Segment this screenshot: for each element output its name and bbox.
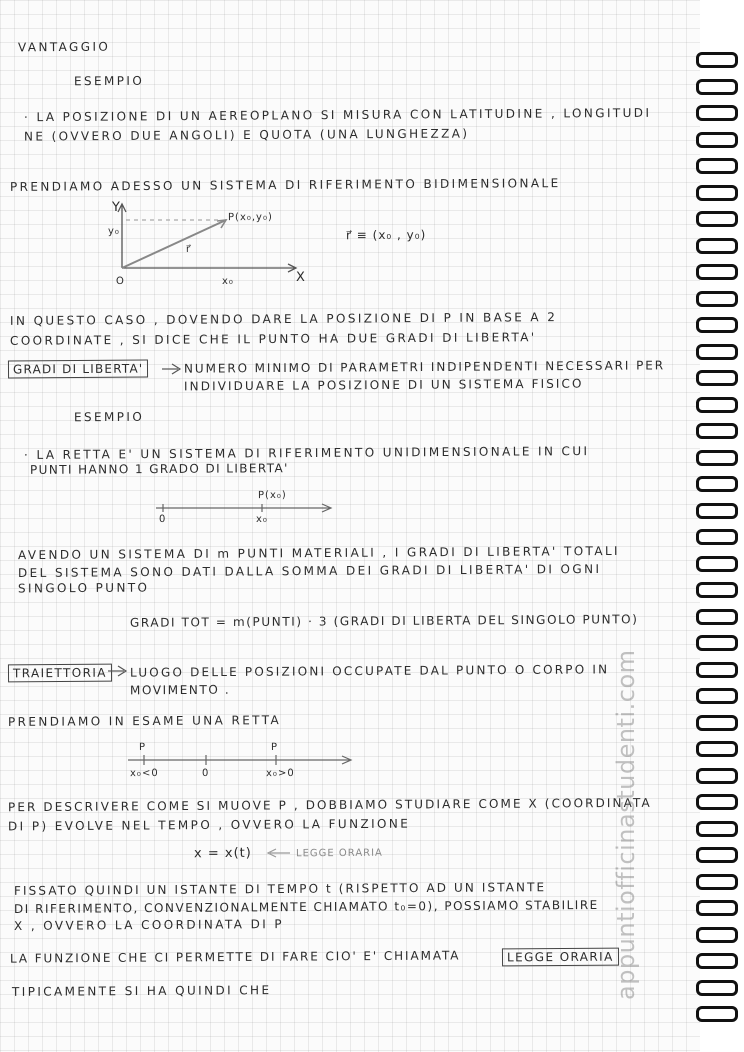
text-retta-1: · LA RETTA E' UN SISTEMA DI RIFERIMENTO UNIDIMENSIONALE IN CUI xyxy=(23,444,590,462)
def1-line-2: INDIVIDUARE LA POSIZIONE DI UN SISTEMA FISICO xyxy=(183,376,584,394)
text-questo-caso-2: COORDINATE , SI DICE CHE IL PUNTO HA DUE GRADI DI LIBERTA' xyxy=(9,330,537,348)
spiral-ring xyxy=(696,1006,738,1022)
spiral-ring xyxy=(696,927,738,943)
spiral-ring xyxy=(696,238,738,254)
line1d-b-origin: 0 xyxy=(201,767,210,780)
spiral-ring xyxy=(696,794,738,810)
formula-gradi-tot: GRADI TOT = m(PUNTI) · 3 (GRADI DI LIBERTA DEL SINGOLO PUNTO) xyxy=(129,612,639,630)
spiral-ring xyxy=(696,397,738,413)
p-left-label: P xyxy=(138,741,147,754)
spiral-ring xyxy=(696,132,738,148)
text-fissato-3: X , OVVERO LA COORDINATA DI P xyxy=(13,917,285,933)
x-axis-label: X xyxy=(295,269,305,286)
left-condition: x₀<0 xyxy=(129,767,159,780)
heading-esempio-2: ESEMPIO xyxy=(73,409,145,425)
text-tipicamente: TIPICAMENTE SI HA QUINDI CHE xyxy=(11,983,272,999)
spiral-ring xyxy=(696,635,738,651)
spiral-ring xyxy=(696,211,738,227)
def1-line-1: NUMERO MINIMO DI PARAMETRI INDIPENDENTI NECESSARI PER xyxy=(183,358,665,376)
spiral-ring xyxy=(696,741,738,757)
notebook-spiral-binding xyxy=(692,0,744,1052)
line1d-point-label: P(x₀) xyxy=(257,489,287,502)
text-descrivere-1: PER DESCRIVERE COME SI MUOVE P , DOBBIAMO STUDIARE COME X (COORDINATA xyxy=(7,795,652,815)
spiral-ring xyxy=(696,185,738,201)
spiral-ring xyxy=(696,980,738,996)
spiral-ring xyxy=(696,847,738,863)
text-sistema-m-punti-3: SINGOLO PUNTO xyxy=(17,580,150,596)
spiral-ring xyxy=(696,953,738,969)
text-sistema-bidimensionale: PRENDIAMO ADESSO UN SISTEMA DI RIFERIMENTO BIDIMENSIONALE xyxy=(9,176,561,194)
text-aereoplano-1: · LA POSIZIONE DI UN AEREOPLANO SI MISURA CON LATITUDINE , LONGITUDI xyxy=(23,105,652,125)
line1d-origin: 0 xyxy=(158,513,167,526)
p-right-label: P xyxy=(270,741,279,754)
text-descrivere-2: DI P) EVOLVE NEL TEMPO , OVVERO LA FUNZIONE xyxy=(7,816,411,834)
right-condition: x₀>0 xyxy=(265,767,295,780)
term-legge-oraria: LEGGE ORARIA xyxy=(502,948,619,967)
spiral-ring xyxy=(696,688,738,704)
heading-vantaggio: VANTAGGIO xyxy=(17,39,111,55)
term-gradi-di-liberta: GRADI DI LIBERTA' xyxy=(8,360,148,379)
text-fissato-1: FISSATO QUINDI UN ISTANTE DI TEMPO t (RISPETTO AD UN ISTANTE xyxy=(13,880,547,898)
term-traiettoria: TRAIETTORIA xyxy=(8,664,112,683)
text-funzione-legge: LA FUNZIONE CHE CI PERMETTE DI FARE CIO' E' CHIAMATA xyxy=(9,948,461,966)
watermark: appuntiofficinastudenti.com xyxy=(612,649,640,1000)
text-sistema-m-punti-1: AVENDO UN SISTEMA DI m PUNTI MATERIALI , I GRADI DI LIBERTA' TOTALI xyxy=(17,543,620,563)
text-aereoplano-2: NE (OVVERO DUE ANGOLI) E QUOTA (UNA LUNGHEZZA) xyxy=(23,126,470,144)
text-questo-caso-1: IN QUESTO CASO , DOVENDO DARE LA POSIZIONE DI P IN BASE A 2 xyxy=(9,310,558,328)
spiral-ring xyxy=(696,344,738,360)
spiral-ring xyxy=(696,264,738,280)
x0-label: x₀ xyxy=(221,275,234,288)
formula-x-t: x = x(t) xyxy=(193,845,252,862)
spiral-ring xyxy=(696,821,738,837)
spiral-ring xyxy=(696,582,738,598)
spiral-ring xyxy=(696,556,738,572)
spiral-ring xyxy=(696,900,738,916)
spiral-ring xyxy=(696,476,738,492)
spiral-ring xyxy=(696,529,738,545)
spiral-ring xyxy=(696,423,738,439)
spiral-ring xyxy=(696,105,738,121)
text-sistema-m-punti-2: DEL SISTEMA SONO DATI DALLA SOMMA DEI GRADI DI LIBERTA' DI OGNI xyxy=(17,561,602,581)
spiral-ring xyxy=(696,79,738,95)
spiral-ring xyxy=(696,158,738,174)
text-retta-2: PUNTI HANNO 1 GRADO DI LIBERTA' xyxy=(29,461,289,477)
spiral-ring xyxy=(696,503,738,519)
def2-line-1: LUOGO DELLE POSIZIONI OCCUPATE DAL PUNTO O CORPO IN xyxy=(129,662,610,680)
spiral-ring xyxy=(696,52,738,68)
line1d-x0: x₀ xyxy=(255,513,268,526)
spiral-ring xyxy=(696,609,738,625)
origin-label: O xyxy=(115,275,125,288)
spiral-ring xyxy=(696,874,738,890)
spiral-ring xyxy=(696,450,738,466)
heading-esempio-1: ESEMPIO xyxy=(73,73,145,89)
def2-line-2: MOVIMENTO . xyxy=(129,682,231,698)
spiral-ring xyxy=(696,662,738,678)
formula-note-legge-oraria: LEGGE ORARIA xyxy=(295,847,383,860)
text-fissato-2: DI RIFERIMENTO, CONVENZIONALMENTE CHIAMATO t₀=0), POSSIAMO STABILIRE xyxy=(13,897,599,917)
spiral-ring xyxy=(696,291,738,307)
spiral-ring xyxy=(696,370,738,386)
spiral-ring xyxy=(696,768,738,784)
spiral-ring xyxy=(696,317,738,333)
vector-equation: r⃗ ≡ (x₀ , y₀) xyxy=(345,227,427,243)
vector-label: r⃗ xyxy=(185,243,192,256)
text-prendiamo-retta: PRENDIAMO IN ESAME UNA RETTA xyxy=(7,713,282,729)
y0-label: y₀ xyxy=(107,225,120,238)
spiral-ring xyxy=(696,715,738,731)
y-axis-label: Y xyxy=(111,199,121,216)
point-label: P(x₀,y₀) xyxy=(227,211,273,224)
